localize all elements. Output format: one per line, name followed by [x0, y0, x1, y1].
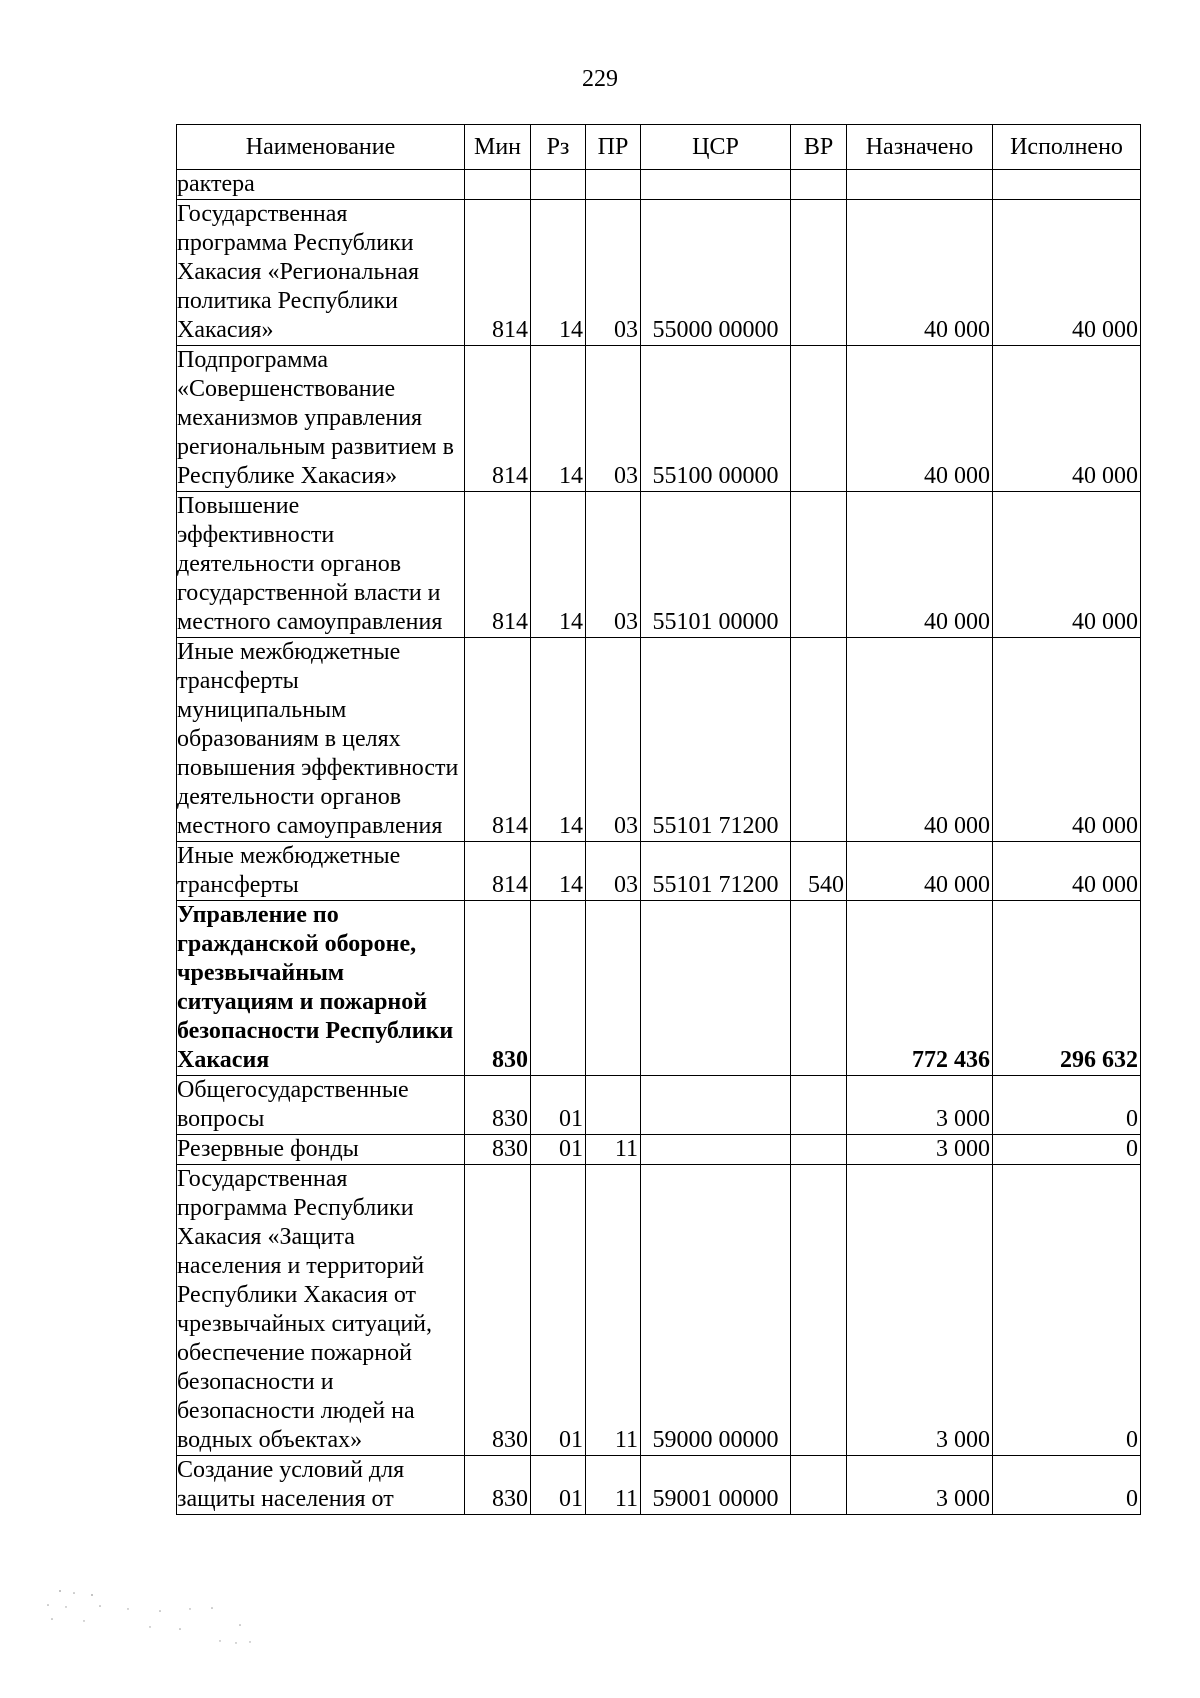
cell-rz: 01	[531, 1076, 586, 1135]
scan-specks	[40, 1585, 280, 1665]
cell-name: Государственная программа Республики Хакасия «Защита населения и территорий Республики Хакасия от чрезвычайных ситуаций, обеспечение пожарной безопасности и безопасности людей на водных объектах»	[177, 1165, 465, 1456]
cell-name: Иные межбюджетные трансферты	[177, 842, 465, 901]
cell-assigned: 40 000	[847, 638, 993, 842]
cell-pr: 03	[586, 492, 641, 638]
cell-name: Подпрограмма «Совершенствование механизмов управления региональным развитием в Республике Хакасия»	[177, 346, 465, 492]
header-assigned: Назначено	[847, 125, 993, 170]
cell-vr	[791, 1165, 847, 1456]
cell-executed: 40 000	[993, 638, 1141, 842]
cell-pr: 11	[586, 1165, 641, 1456]
cell-assigned: 40 000	[847, 842, 993, 901]
cell-pr: 03	[586, 842, 641, 901]
cell-pr: 03	[586, 346, 641, 492]
cell-name: рактера	[177, 170, 465, 200]
cell-assigned: 3 000	[847, 1165, 993, 1456]
cell-pr: 11	[586, 1135, 641, 1165]
cell-rz: 14	[531, 492, 586, 638]
cell-executed: 0	[993, 1456, 1141, 1515]
cell-executed: 40 000	[993, 346, 1141, 492]
cell-min: 814	[465, 842, 531, 901]
cell-rz: 14	[531, 638, 586, 842]
cell-name: Общегосударственные вопросы	[177, 1076, 465, 1135]
cell-pr: 03	[586, 200, 641, 346]
cell-name: Государственная программа Республики Хакасия «Региональная политика Республики Хакасия»	[177, 200, 465, 346]
cell-csr: 55101 71200	[641, 842, 791, 901]
cell-csr: 55100 00000	[641, 346, 791, 492]
table-row	[177, 200, 1141, 346]
cell-rz: 01	[531, 1135, 586, 1165]
cell-name: Иные межбюджетные трансферты муниципальным образованиям в целях повышения эффективности деятельности органов местного самоуправления	[177, 638, 465, 842]
cell-vr	[791, 901, 847, 1076]
cell-csr: 55101 71200	[641, 638, 791, 842]
header-executed: Исполнено	[993, 125, 1141, 170]
header-rz: Рз	[531, 125, 586, 170]
cell-assigned: 772 436	[847, 901, 993, 1076]
cell-min: 830	[465, 901, 531, 1076]
page-number: 229	[582, 66, 618, 92]
cell-min: 830	[465, 1456, 531, 1515]
cell-rz: 14	[531, 200, 586, 346]
cell-assigned: 40 000	[847, 346, 993, 492]
cell-executed	[993, 170, 1141, 200]
cell-csr: 55101 00000	[641, 492, 791, 638]
cell-rz	[531, 170, 586, 200]
cell-vr	[791, 492, 847, 638]
cell-csr	[641, 1076, 791, 1135]
header-vr: ВР	[791, 125, 847, 170]
cell-pr	[586, 170, 641, 200]
cell-executed: 0	[993, 1165, 1141, 1456]
header-pr: ПР	[586, 125, 641, 170]
table-row	[177, 1165, 1141, 1456]
cell-vr	[791, 1076, 847, 1135]
cell-executed: 40 000	[993, 842, 1141, 901]
cell-name: Повышение эффективности деятельности органов государственной власти и местного самоуправления	[177, 492, 465, 638]
cell-rz: 01	[531, 1456, 586, 1515]
cell-min: 814	[465, 492, 531, 638]
cell-vr	[791, 346, 847, 492]
cell-csr	[641, 170, 791, 200]
cell-pr	[586, 901, 641, 1076]
cell-assigned: 3 000	[847, 1135, 993, 1165]
cell-csr: 59000 00000	[641, 1165, 791, 1456]
cell-min: 830	[465, 1135, 531, 1165]
cell-vr	[791, 170, 847, 200]
cell-name: Создание условий для защиты населения от	[177, 1456, 465, 1515]
cell-csr: 59001 00000	[641, 1456, 791, 1515]
cell-assigned: 3 000	[847, 1456, 993, 1515]
header-csr: ЦСР	[641, 125, 791, 170]
cell-rz: 14	[531, 346, 586, 492]
cell-executed: 40 000	[993, 200, 1141, 346]
table-row	[177, 346, 1141, 492]
table-row	[177, 492, 1141, 638]
cell-assigned: 40 000	[847, 492, 993, 638]
table-header-row	[177, 125, 1141, 170]
cell-executed: 0	[993, 1076, 1141, 1135]
cell-vr	[791, 638, 847, 842]
table-row	[177, 638, 1141, 842]
header-min: Мин	[465, 125, 531, 170]
cell-min: 814	[465, 346, 531, 492]
cell-rz	[531, 901, 586, 1076]
cell-min: 814	[465, 638, 531, 842]
cell-name: Управление по гражданской обороне, чрезвычайным ситуациям и пожарной безопасности Республики Хакасия	[177, 901, 465, 1076]
cell-assigned	[847, 170, 993, 200]
cell-rz: 01	[531, 1165, 586, 1456]
cell-executed: 0	[993, 1135, 1141, 1165]
cell-min	[465, 170, 531, 200]
cell-vr	[791, 200, 847, 346]
cell-executed: 296 632	[993, 901, 1141, 1076]
table-row	[177, 901, 1141, 1076]
cell-pr	[586, 1076, 641, 1135]
cell-vr	[791, 1456, 847, 1515]
table-row	[177, 170, 1141, 200]
cell-vr: 540	[791, 842, 847, 901]
table-row	[177, 1076, 1141, 1135]
cell-pr: 03	[586, 638, 641, 842]
cell-pr: 11	[586, 1456, 641, 1515]
budget-table	[176, 124, 1141, 1515]
cell-name: Резервные фонды	[177, 1135, 465, 1165]
cell-min: 830	[465, 1076, 531, 1135]
cell-executed: 40 000	[993, 492, 1141, 638]
cell-min: 814	[465, 200, 531, 346]
cell-csr	[641, 1135, 791, 1165]
cell-csr	[641, 901, 791, 1076]
cell-rz: 14	[531, 842, 586, 901]
header-name: Наименование	[177, 125, 465, 170]
table-row	[177, 1456, 1141, 1515]
cell-vr	[791, 1135, 847, 1165]
cell-min: 830	[465, 1165, 531, 1456]
cell-assigned: 3 000	[847, 1076, 993, 1135]
table-row	[177, 1135, 1141, 1165]
table-row	[177, 842, 1141, 901]
cell-assigned: 40 000	[847, 200, 993, 346]
cell-csr: 55000 00000	[641, 200, 791, 346]
